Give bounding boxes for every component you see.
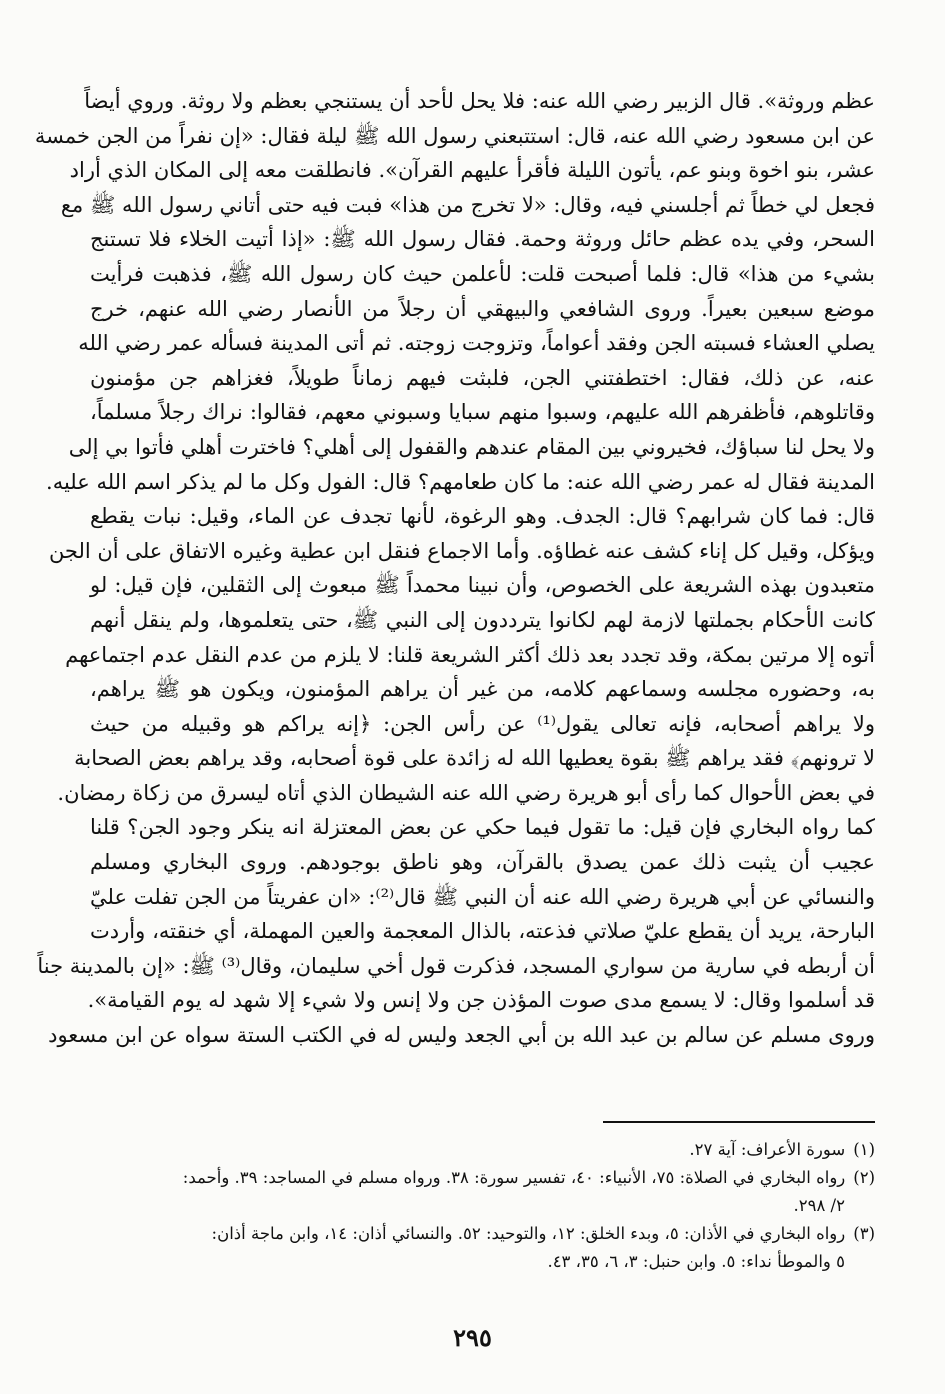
text-line: كانت الأحكام بجملتها لازمة لهم لكانوا يترددون إلى النبي ﷺ، حتى يتعلموها، ولم ينقل أنهم [90,607,875,632]
text-line: عشر، بنو اخوة وبنو عم، يأتون الليلة فأقرأ عليهم القرآن». فانطلقت معه إلى المكان الذي أراد [69,158,875,183]
footnote-separator [603,1121,875,1123]
text-line: ويؤكل، وقيل كل إناء كشف عنه غطاؤه. وأما الاجماع فنقل ابن عطية وغيره الاتفاق على أن الجن [48,538,875,563]
text-line: قال: فما كان شرابهم؟ قال: الجدف. وهو الرغوة، لأنها تجدف عن الماء، وقيل: نبات يقطع [90,504,875,529]
footnotes [90,1136,875,1276]
text-line: أتوه إلا مرتين بمكة، وقد تجدد بعد ذلك أكثر الشريعة قلنا: لا يلزم من عدم النقل عدم اجتماعهم [65,642,875,667]
text-line: قد أسلموا وقال: لا يسمع مدى صوت المؤذن جن ولا إنس ولا شيء إلا شهد له يوم القيامة». [87,988,875,1013]
footnote-text: سورة الأعراف: آية ٢٧. [689,1140,846,1159]
page-number: ٢٩٥ [453,1323,492,1352]
text-line: وقاتلوهم، فأظفرهم الله عليهم، وسبوا منهم سبايا وسبوني معهم، فقالوا: نراك رجلاً مسلماً، [90,400,875,425]
text-line: عنه، عن ذلك، فقال: اختطفتني الجن، فلبثت فيهم زماناً طويلاً، فغزاهم جن مؤمنون [90,365,875,390]
footnote-number: (٣) [853,1224,875,1243]
text-line: متعبدون بهذه الشريعة على الخصوص، وأن نبينا محمداً ﷺ مبعوث إلى الثقلين، فإن قيل: لو [90,573,875,598]
text-line: فجعل لي خطاً ثم أجلسني فيه، وقال: «لا تخرج من هذا» فبت فيه حتى أتاني رسول الله ﷺ مع [60,192,875,217]
text-line: كما رواه البخاري فإن قيل: ما تقول فيما حكي عن بعض المعتزلة انه ينكر وجود الجن؟ قلنا [90,815,875,840]
text-line: عن ابن مسعود رضي الله عنه، قال: استتبعني رسول الله ﷺ ليلة فقال: «إن نفراً من الجن خمسة [34,123,875,148]
footnote-number: (١) [853,1140,875,1159]
text-line: أن أربطه في سارية من سواري المسجد، فذكرت قول أخي سليمان، وقال⁽³⁾ ﷺ: «إن بالمدينة جناً [37,953,875,978]
text-line: بشيء من هذا» قال: فلما أصبحت قلت: لأعلمن حيث كان رسول الله ﷺ، فذهبت فرأيت [90,261,875,286]
footnote-3-continuation: ٥ والموطأ نداء: ٥. وابن حنبل: ٣، ٦، ٣٥، ٤٣. [547,1252,845,1271]
text-line: موضع سبعين بعيراً. وروى الشافعي والبيهقي أن رجلاً من الأنصار رضي الله عنهم، خرج [90,296,875,321]
text-line: يصلي العشاء فسبته الجن وفقد أعواماً، وتزوجت زوجته. ثم أتى المدينة فسأله عمر رضي الله [78,331,875,356]
text-line: به، وحضوره مجلسه وسماعهم كلامه، من غير أن يراهم المؤمنون، ويكون هو ﷺ يراهم، [90,677,875,702]
main-text-block [34,84,876,1053]
text-line: المدينة فقال له عمر رضي الله عنه: ما كان طعامهم؟ قال: الفول وكل ما لم يذكر اسم الله عليه. [46,469,875,494]
footnote-1 [90,1136,875,1164]
footnote-text: رواه البخاري في الصلاة: ٧٥، الأنبياء: ٤٠، تفسير سورة: ٣٨. ورواه مسلم في المساجد: ٣٩. وأحمد: [182,1168,846,1187]
footnote-3 [90,1220,875,1248]
text-line: البارحة، يريد أن يقطع عليّ صلاتي فذعته، بالذال المعجمة والعين المهملة، أي خنقته، وأردت [90,919,875,944]
text-line: والنسائي عن أبي هريرة رضي الله عنه أن النبي ﷺ قال⁽²⁾: «ان عفريتاً من الجن تفلت عليّ [90,884,876,909]
text-line: وروى مسلم عن سالم بن عبد الله بن أبي الجعد وليس له في الكتب الستة سواه عن ابن مسعود [48,1023,875,1048]
text-line: في بعض الأحوال كما رأى أبو هريرة رضي الله عنه الشيطان الذي أتاه ليسرق من زكاة رمضان. [57,780,875,805]
footnote-2 [90,1164,875,1192]
text-line: عجيب أن يثبت ذلك عمن يصدق بالقرآن، وهو ناطق بوجودهم. وروى البخاري ومسلم [90,850,875,875]
footnote-text: رواه البخاري في الأذان: ٥، وبدء الخلق: ١٢، والتوحيد: ٥٢. والنسائي أذان: ١٤، وابن ماجة أذان: [211,1224,846,1243]
footnote-2-continuation: ٢/ ٢٩٨. [793,1196,845,1215]
text-line: لا ترونهم﴾ فقد يراهم ﷺ بقوة يعطيها الله له زائدة على قوة أصحابه، وقد يراهم بعض الصحابة [74,746,875,771]
footnote-number: (٢) [853,1168,875,1187]
text-line: السحر، وفي يده عظم حائل وروثة وحمة. فقال رسول الله ﷺ: «إذا أتيت الخلاء فلا تستنج [90,227,875,252]
text-line: ولا يحل لنا سباؤك، فخيروني بين المقام عندهم والقفول إلى أهلي؟ فاخترت أهلي فأتوا بي إلى [68,434,875,459]
text-line: عظم وروثة». قال الزبير رضي الله عنه: فلا يحل لأحد أن يستنجي بعظم ولا روثة. وروي أيضاً [84,89,875,113]
text-line: ولا يراهم أصحابه، فإنه تعالى يقول⁽¹⁾ عن رأس الجن: ﴿إنه يراكم هو وقبيله من حيث [90,711,875,736]
